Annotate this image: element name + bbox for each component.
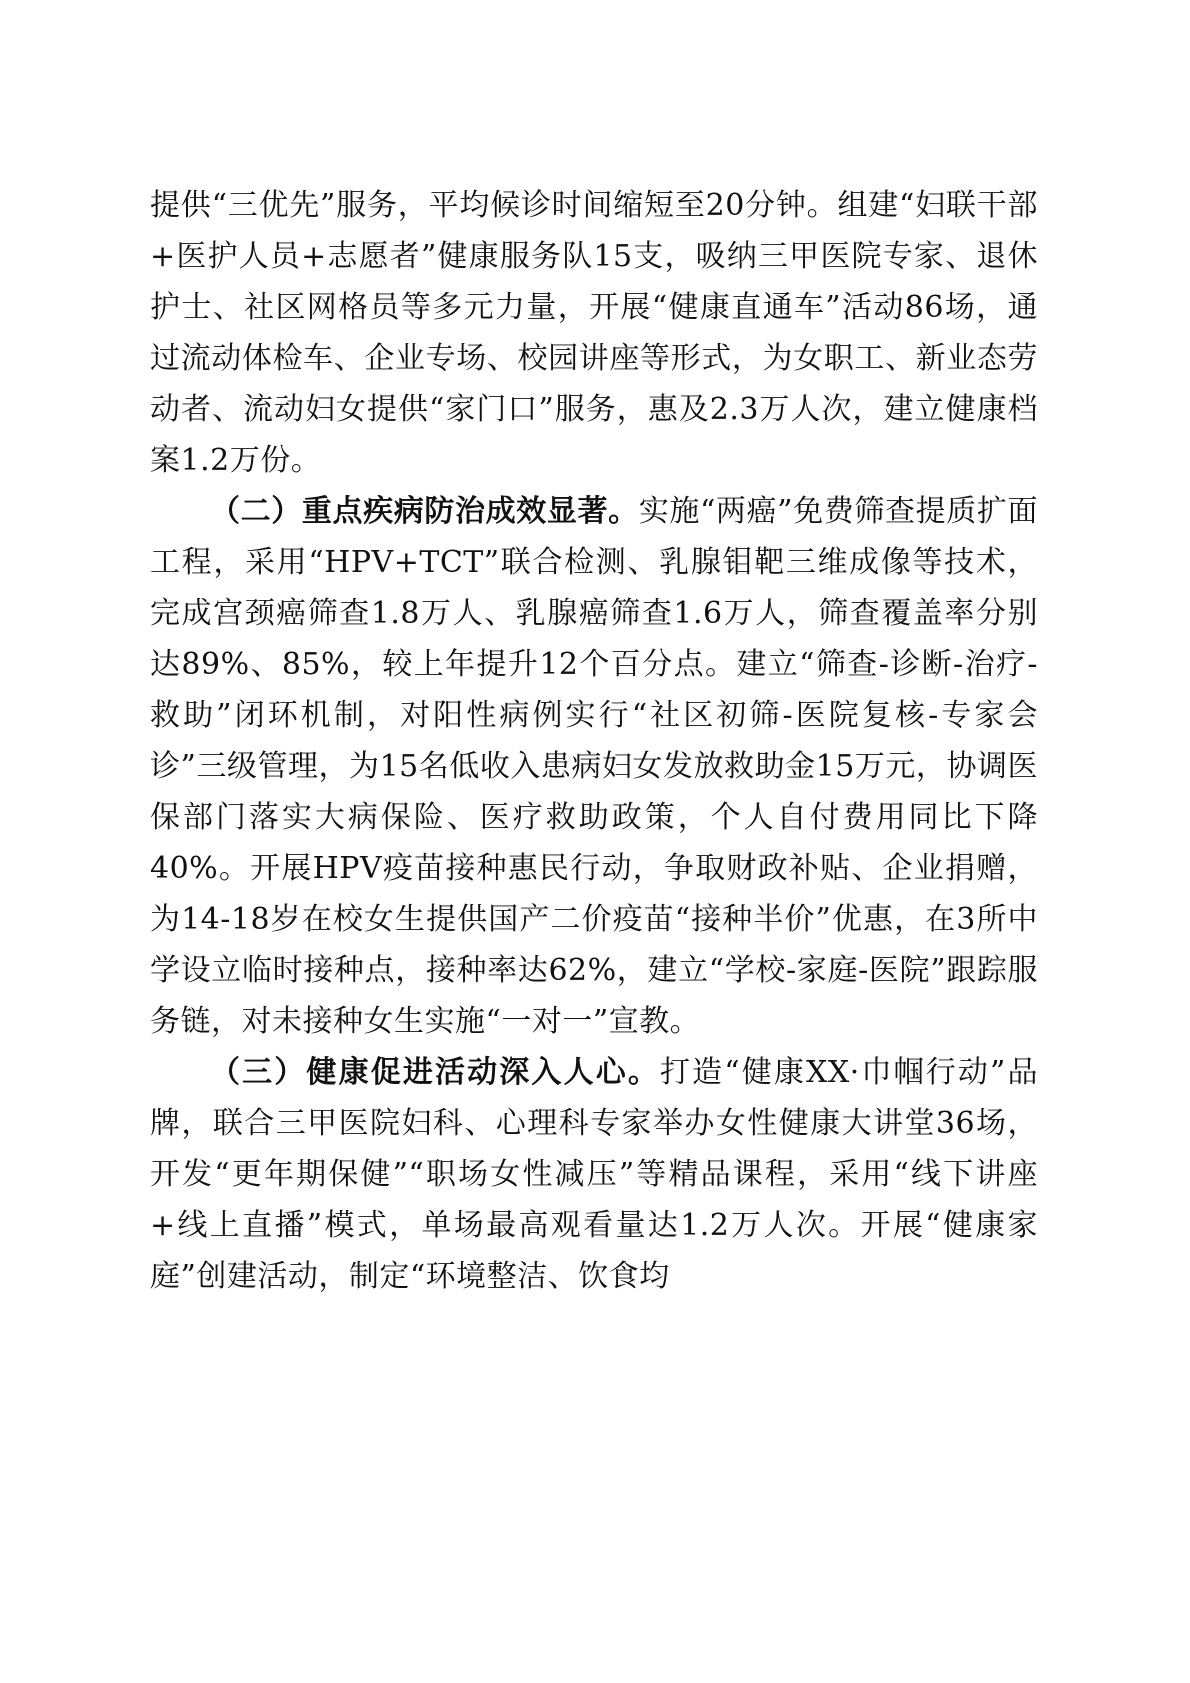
paragraph-text: 提供“三优先”服务，平均候诊时间缩短至20分钟。组建“妇联干部+医护人员+志愿者”健康服务队15支，吸纳三甲医院专家、退休护士、社区网格员等多元力量，开展“健康直通车”活动86场，通过流动体检车、企业专场、校园讲座等形式，为女职工、新业态劳动者、流动妇女提供“家门口”服务，惠及2.3万人次，建立健康档案1.2万份。 [150, 188, 1038, 478]
section-heading: （二）重点疾病防治成效显著。 [210, 494, 639, 529]
paragraph-continued [150, 180, 1038, 486]
section-heading: （三）健康促进活动深入人心。 [210, 1055, 660, 1090]
paragraph-section-2 [150, 486, 1038, 1047]
paragraph-section-3 [150, 1047, 1038, 1302]
paragraph-text: 打造“健康XX·巾帼行动”品牌，联合三甲医院妇科、心理科专家举办女性健康大讲堂36场，开发“更年期保健”“职场女性减压”等精品课程，采用“线下讲座+线上直播”模式，单场最高观看量达1.2万人次。开展“健康家庭”创建活动，制定“环境整洁、饮食均 [150, 1055, 1038, 1294]
paragraph-text: 实施“两癌”免费筛查提质扩面工程，采用“HPV+TCT”联合检测、乳腺钼靶三维成像等技术，完成宫颈癌筛查1.8万人、乳腺癌筛查1.6万人，筛查覆盖率分别达89%、85%，较上年提升12个百分点。建立“筛查-诊断-治疗-救助”闭环机制，对阳性病例实行“社区初筛-医院复核-专家会诊”三级管理，为15名低收入患病妇女发放救助金15万元，协调医保部门落实大病保险、医疗救助政策，个人自付费用同比下降40%。开展HPV疫苗接种惠民行动，争取财政补贴、企业捐赠，为14-18岁在校女生提供国产二价疫苗“接种半价”优惠，在3所中学设立临时接种点，接种率达62%，建立“学校-家庭-医院”跟踪服务链，对未接种女生实施“一对一”宣教。 [150, 494, 1038, 1039]
document-body [150, 180, 1038, 1302]
